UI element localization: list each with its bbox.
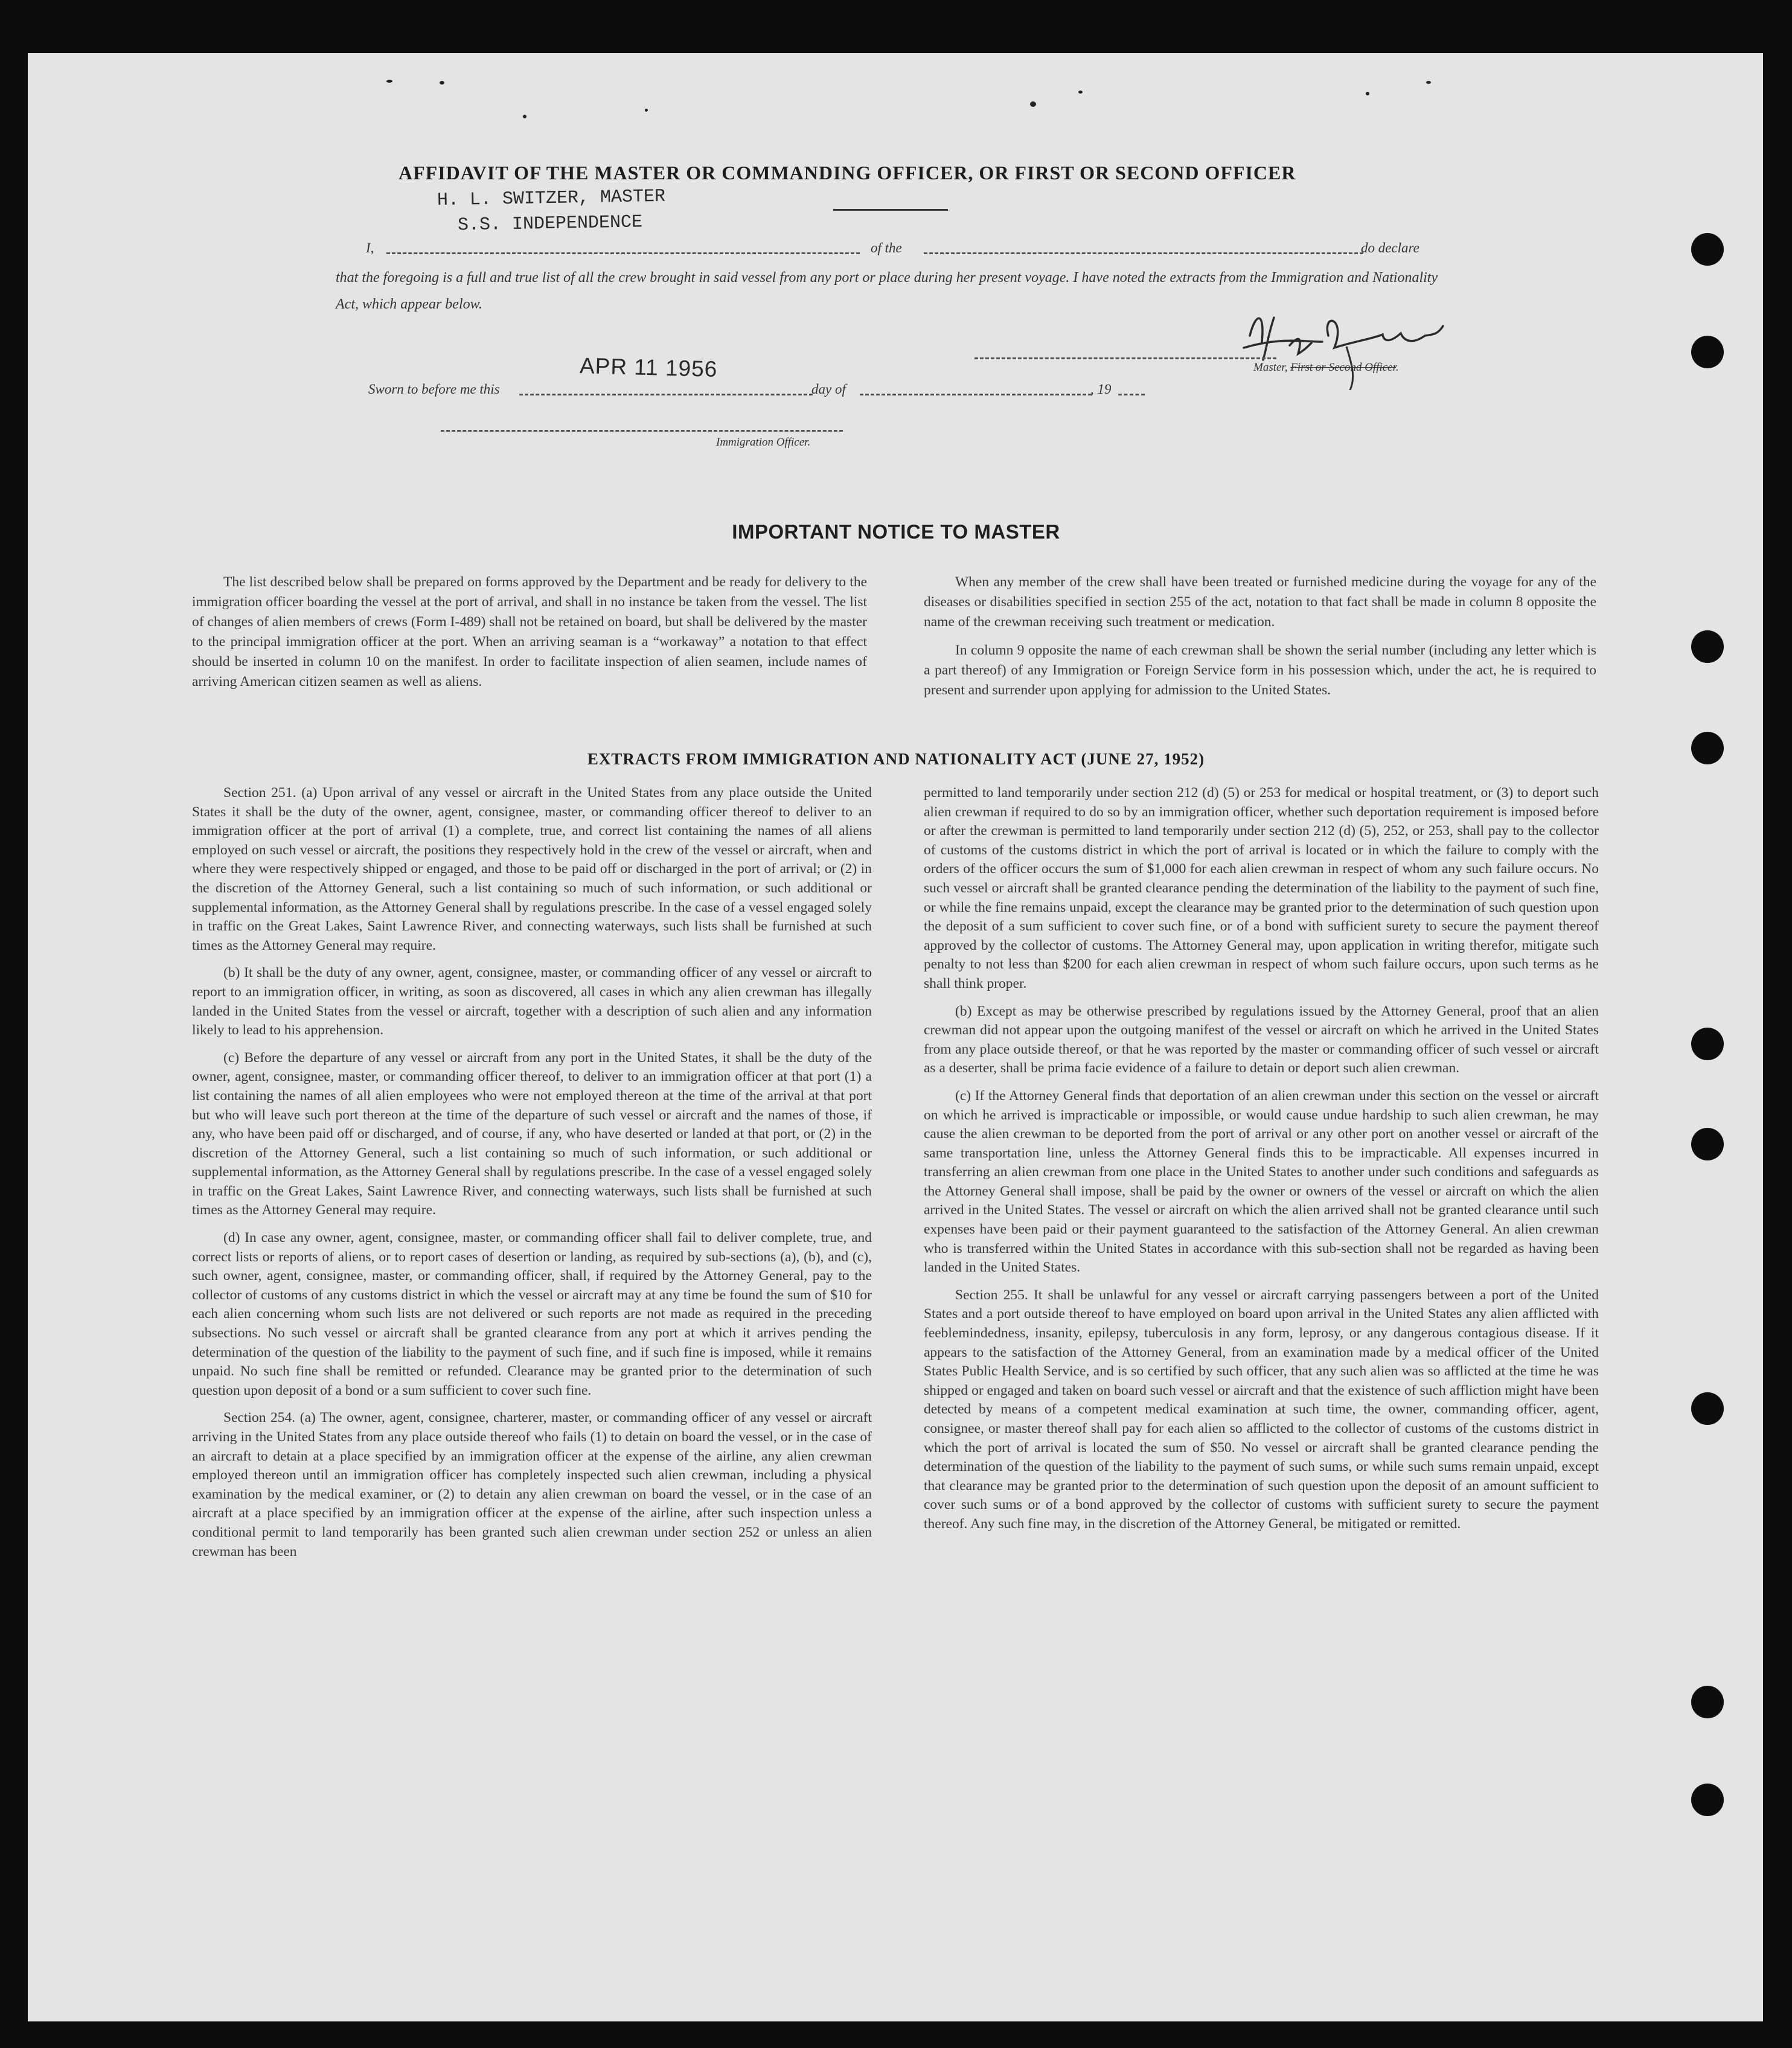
notice-left-column	[192, 572, 867, 700]
signature-caption: Master, First or Second Officer.	[1253, 361, 1399, 374]
label-of-the: of the	[871, 240, 902, 255]
extracts-right-column	[924, 784, 1599, 1543]
scan-speck	[386, 80, 392, 83]
notice-paragraph: In column 9 opposite the name of each crewman shall be shown the serial number (including any letter which is a part thereof) of any Immigration or Foreign Service form in his possession which, under the act, he is required to present and surrender upon applying for admission to the United States.	[924, 642, 1596, 698]
section-255: Section 255. It shall be unlawful for any vessel or aircraft carrying passengers between a port of the United States and a port outside thereof to have employed on board upon arrival in the United States any alien afflicted with feeblemindedness, insanity, epilepsy, tuberculosis in any form, leprosy, or any dangerous contagious disease. If it appears to the satisfaction of the Attorney General, from an examination made by a medical officer of the United States Public Health Service, and is so certified by such officer, that any such alien was so afflicted at the time he was shipped or engaged and taken on board such vessel or aircraft and that the existence of such affliction might have been detected by means of a competent medical examination at such time, the owner, commanding officer, agent, consignee, or master thereof shall pay for each alien so afflicted to the collector of customs of the customs district in which the port of arrival is located the sum of $50. No vessel or aircraft shall be granted clearance pending the determination of the question of the liability to the payment of such sums, or while such sums remain unpaid, except that clearance may be granted prior to the determination of such question upon the deposit of an amount sufficient to cover such sums or of a bond approved by the collector of customs with sufficient surety to secure the payment thereof. Any such fine may, in the discretion of the Attorney General, be mitigated or remitted.	[924, 1287, 1599, 1532]
master-signature	[1232, 299, 1473, 390]
section-251b: (b) It shall be the duty of any owner, agent, consignee, master, or commanding officer of any vessel or aircraft to report to an immigration officer, in writing, as soon as discovered, all cases in which any alien crewman has illegally landed in the United States from the vessel or aircraft, together with a description of such alien and any information likely to lead to his apprehension.	[192, 965, 872, 1038]
notice-paragraph: The list described below shall be prepared on forms approved by the Department and be ready for delivery to the immigration officer boarding the vessel at the port of arrival, and shall in no instance be taken from the vessel. The list of changes of alien members of crews (Form I-489) shall not be retained on board, but shall be delivered by the master to the principal immigration officer at the port. When an arriving seaman is a “workaway” a notation to that effect should be inserted in column 10 on the manifest. In order to facilitate inspection of alien seamen, include names of arriving American citizen seamen as well as aliens.	[192, 574, 867, 690]
sworn-month-blank	[860, 394, 1092, 395]
scan-speck	[1078, 91, 1083, 94]
label-day-of: day of	[811, 382, 846, 397]
officer-signature-blank	[441, 430, 843, 432]
punch-hole	[1691, 1392, 1724, 1425]
section-251c: (c) Before the departure of any vessel or aircraft from any port in the United States, it shall be the duty of the owner, agent, consignee, master, or commanding officer thereof, to deliver to an immigration officer at that port (1) a list containing the names of all alien employees who were not employed thereon at the time of the arrival at that port but who will leave such port thereon at the time of the departure of such vessel or aircraft and the names of those, if any, who have been paid off or discharged, and of course, if any, who have deserted or landed at that port, or (2) in the discretion of the Attorney General, such a list containing so much of such information, or such additional or supplemental information, as the Attorney General shall by regulations prescribe. In the case of a vessel engaged solely in traffic on the Great Lakes, Saint Lawrence River, and connecting waterways, such lists shall be furnished at such times as the Attorney General may require.	[192, 1049, 872, 1218]
punch-hole	[1691, 233, 1724, 266]
label-i: I,	[366, 240, 374, 255]
label-do-declare: do declare	[1361, 240, 1419, 255]
scan-speck	[1366, 92, 1369, 95]
section-254b: (b) Except as may be otherwise prescribed by regulations issued by the Attorney General, proof that an alien crewman did not appear upon the outgoing manifest of the vessel or aircraft on which he arrived in the United States from any place outside thereof, or that he was reported by the master or commanding officer of such vessel or aircraft as a deserter, shall be prima facie evidence of a failure to detain or deport such alien crewman.	[924, 1003, 1599, 1077]
label-year: , 19	[1090, 382, 1112, 397]
section-254a: Section 254. (a) The owner, agent, consignee, charterer, master, or commanding officer of any vessel or aircraft arriving in the United States from any place outside thereof who fails (1) to detain on board the vessel, or in the case of an aircraft to detain at a place specified by an immigration officer at the expense of the airline, any alien crewman employed thereon until an immigration officer has completely inspected such alien crewman, including a physical examination by the medical examiner, or (2) to detain any alien crewman on board the vessel, or in the case of an aircraft at a place specified by an immigration officer at the expense of the airline, after such inspection unless a conditional permit to land temporarily has been granted such alien crewman under section 252 or unless an alien crewman has been	[192, 1410, 872, 1560]
scan-speck	[1426, 81, 1431, 84]
punch-hole	[1691, 630, 1724, 663]
section-251a: Section 251. (a) Upon arrival of any vessel or aircraft in the United States from any place outside the United States it shall be the duty of the owner, agent, consignee, master, or commanding officer thereof to deliver to an immigration officer at the port of arrival (1) a complete, true, and correct list containing the names of all aliens employed on such vessel or aircraft, the positions they respectively hold in the crew of the vessel or aircraft, when and where they were respectively shipped or engaged, and those to be paid off or discharged in the port of arrival; or (2) in the discretion of the Attorney General, such a list containing so much of such information, or such additional or supplemental information, as the Attorney General shall by regulations prescribe. In the case of a vessel engaged solely in traffic on the Great Lakes, Saint Lawrence River, and connecting waterways, such lists shall be furnished at such times as the Attorney General may require.	[192, 785, 872, 953]
sworn-year-blank	[1118, 394, 1145, 395]
punch-hole	[1691, 1128, 1724, 1160]
scan-speck	[523, 115, 526, 118]
name-blank	[386, 252, 860, 254]
declaration-text: that the foregoing is a full and true list of all the crew brought in said vessel from any port or place during her present voyage. I have noted the extracts from the Immigration and Nationality Act, which appear below.	[336, 270, 1438, 312]
signature-blank	[974, 357, 1276, 359]
punch-hole	[1691, 1028, 1724, 1060]
scan-speck	[1030, 101, 1036, 107]
scan-speck	[645, 109, 648, 112]
date-stamp: APR 11 1956	[579, 353, 718, 382]
section-254c: (c) If the Attorney General finds that deportation of an alien crewman under this section on the vessel or aircraft on which he arrived is impracticable or impossible, or would cause undue hardship to such alien crewman, he may cause the alien crewman to be deported from the port of arrival or any other port on another vessel or aircraft of the same transportation line, unless the Attorney General finds this to be impracticable. All expenses incurred in transferring an alien crewman from one place in the United States to another under such conditions and safeguards as the Attorney General shall impose, shall be paid by the owner or owners of the vessel or aircraft on which the alien arrived in the United States. The vessel or aircraft on which the alien arrived shall not be granted clearance until such expenses have been paid or their payment guaranteed to the satisfaction of the Attorney General. An alien crewman who is transferred within the United States in accordance with this sub-section shall not be regarded as having been landed in the United States.	[924, 1087, 1599, 1276]
affidavit-title: AFFIDAVIT OF THE MASTER OR COMMANDING OFFICER, OR FIRST OR SECOND OFFICER	[398, 162, 1296, 184]
section-254a-continued: permitted to land temporarily under section 212 (d) (5) or 253 for medical or hospital treatment, or (3) to deport such alien crewman if required to do so by an immigration officer, whether such deportation requirement is imposed before or after the crewman is permitted to land temporarily under section 212 (d) (5), 252, or 253, shall pay to the collector of customs of the customs district in which the port of arrival is located or in which the failure to comply with the orders of the officer occurs the sum of $1,000 for each alien crewman in respect of whom any such failure occurs. No such vessel or aircraft shall be granted clearance pending the determination of the liability to the payment of such fine, or while the fine remains unpaid, except the clearance may be granted prior to the determination of such question upon the deposit of a sum sufficient to cover such fine, or of a bond with sufficient surety to secure the payment thereof approved by the collector of customs. The Attorney General may, upon application in writing therefor, mitigate such penalty to not less than $200 for each alien crewman in respect of whom such failure occurs, upon such terms as he shall think proper.	[924, 785, 1599, 991]
label-sworn: Sworn to before me this	[368, 382, 500, 397]
notice-paragraph: When any member of the crew shall have been treated or furnished medicine during the voyage for any of the diseases or disabilities specified in section 255 of the act, notation to that fact shall be made in column 8 opposite the name of the crewman receiving such treatment or medication.	[924, 574, 1596, 630]
punch-hole	[1691, 1784, 1724, 1816]
extracts-left-column	[192, 784, 872, 1570]
punch-hole	[1691, 336, 1724, 368]
scan-speck	[440, 81, 444, 85]
sworn-day-blank	[519, 394, 813, 395]
typed-master-name: H. L. SWITZER, MASTER	[437, 186, 666, 211]
typed-vessel-name: S.S. INDEPENDENCE	[457, 212, 643, 236]
notice-right-column	[924, 572, 1596, 709]
notice-heading: IMPORTANT NOTICE TO MASTER	[732, 520, 1060, 543]
immigration-officer-caption: Immigration Officer.	[716, 436, 811, 449]
title-rule	[833, 209, 948, 211]
punch-hole	[1691, 1686, 1724, 1718]
vessel-blank	[924, 252, 1363, 254]
extracts-heading: EXTRACTS FROM IMMIGRATION AND NATIONALITY ACT (JUNE 27, 1952)	[587, 750, 1205, 768]
section-251d: (d) In case any owner, agent, consignee, master, or commanding officer shall fail to deliver complete, true, and correct lists or reports of aliens, or to report cases of desertion or landing, as required by sub-sections (a), (b), and (c), such owner, agent, consignee, master, or commanding officer, shall, if required by the Attorney General, pay to the collector of customs of any customs district in which the vessel or aircraft may at any time be found the sum of $10 for each alien concerning whom such lists are not delivered or such reports are not made as required in the preceding subsections. No such vessel or aircraft shall be granted clearance from any port at which it arrives pending the determination of the question of the liability to the payment of such fine, and if such fine is imposed, while it remains unpaid. No such fine shall be remitted or refunded. Clearance may be granted prior to the determination of such question upon deposit of a bond or a sum sufficient to cover such fine.	[192, 1230, 872, 1398]
